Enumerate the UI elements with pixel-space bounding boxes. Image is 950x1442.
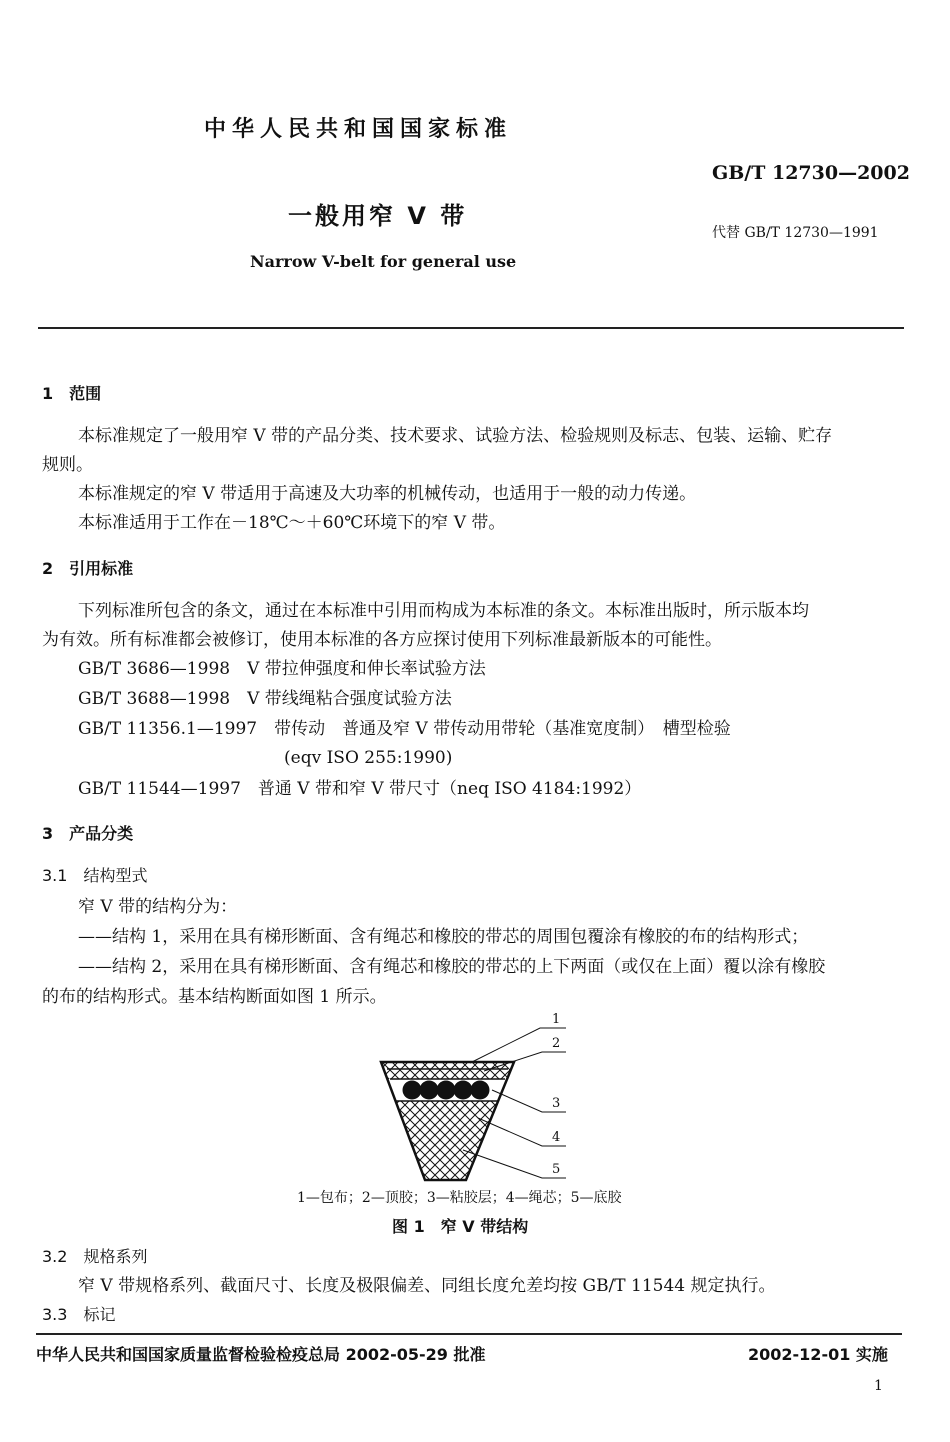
approval-info: 中华人民共和国国家质量监督检验检疫总局 2002-05-29 批准: [36, 1345, 486, 1364]
document-title-cn: 一般用窄 V 带: [288, 202, 468, 230]
cord-icon: [420, 1081, 439, 1100]
section-1-heading: 1 范围: [42, 384, 102, 403]
cord-icon: [437, 1081, 456, 1100]
section-3-heading: 3 产品分类: [42, 824, 134, 843]
section-3-1-heading: 3.1 结构型式: [42, 866, 148, 885]
sec2-paragraph-1: 下列标准所包含的条文，通过在本标准中引用而构成为本标准的条文。本标准出版时，所示版本均: [78, 601, 809, 621]
section-2-heading: 2 引用标准: [42, 559, 134, 578]
sec3-1-item-2: ——结构 2，采用在具有梯形断面、含有绳芯和橡胶的带芯的上下两面（或仅在上面）覆以涂有橡胶: [78, 957, 826, 977]
callout-1: 1: [552, 1012, 561, 1027]
reference-item: GB/T 11356.1—1997 带传动 普通及窄 V 带传动用带轮（基准宽度制） 槽型检验: [78, 719, 731, 739]
national-standard-title: 中华人民共和国国家标准: [204, 117, 513, 142]
standard-code: GB/T 12730—2002: [712, 162, 910, 184]
effective-date: 2002-12-01 实施: [748, 1345, 888, 1364]
page-number: 1: [874, 1378, 883, 1394]
sec1-paragraph-1-cont: 规则。: [42, 455, 93, 475]
section-3-3-heading: 3.3 标记: [42, 1305, 116, 1324]
reference-item: GB/T 3688—1998 V 带线绳粘合强度试验方法: [78, 689, 452, 709]
figure-caption: 图 1 窄 V 带结构: [392, 1217, 529, 1236]
sec1-paragraph-2: 本标准规定的窄 V 带适用于高速及大功率的机械传动，也适用于一般的动力传递。: [78, 484, 697, 504]
callout-3: 3: [552, 1096, 561, 1111]
callout-4: 4: [552, 1130, 561, 1145]
cord-icon: [454, 1081, 473, 1100]
sec3-2-text: 窄 V 带规格系列、截面尺寸、长度及极限偏差、同组长度允差均按 GB/T 11544 规定执行。: [78, 1276, 776, 1296]
cord-icon: [403, 1081, 422, 1100]
cord-circles: [403, 1081, 490, 1100]
reference-item: GB/T 11544—1997 普通 V 带和窄 V 带尺寸（neq ISO 4184:1992）: [78, 779, 642, 799]
header-divider: [38, 327, 904, 329]
callout-5: 5: [552, 1162, 561, 1177]
figure-legend: 1—包布；2—顶胶；3—粘胶层；4—绳芯；5—底胶: [297, 1190, 622, 1206]
replaces-standard: 代替 GB/T 12730—1991: [712, 225, 879, 241]
section-3-2-heading: 3.2 规格系列: [42, 1247, 148, 1266]
reference-item-cont: (eqv ISO 255:1990): [284, 748, 453, 768]
cord-icon: [471, 1081, 490, 1100]
sec3-1-item-2-cont: 的布的结构形式。基本结构断面如图 1 所示。: [42, 987, 387, 1007]
callout-2: 2: [552, 1036, 561, 1051]
footer-divider: [36, 1333, 902, 1335]
sec2-paragraph-1-cont: 为有效。所有标准都会被修订，使用本标准的各方应探讨使用下列标准最新版本的可能性。: [42, 630, 722, 650]
sec1-paragraph-3: 本标准适用于工作在－18℃～＋60℃环境下的窄 V 带。: [78, 513, 506, 533]
sec3-1-intro: 窄 V 带的结构分为：: [78, 897, 238, 917]
sec1-paragraph-1: 本标准规定了一般用窄 V 带的产品分类、技术要求、试验方法、检验规则及标志、包装、运输、贮存: [78, 426, 833, 446]
sec3-1-item-1: ——结构 1，采用在具有梯形断面、含有绳芯和橡胶的带芯的周围包覆涂有橡胶的布的结构形式；: [78, 927, 809, 947]
document-title-en: Narrow V-belt for general use: [250, 252, 517, 271]
reference-item: GB/T 3686—1998 V 带拉伸强度和伸长率试验方法: [78, 659, 486, 679]
